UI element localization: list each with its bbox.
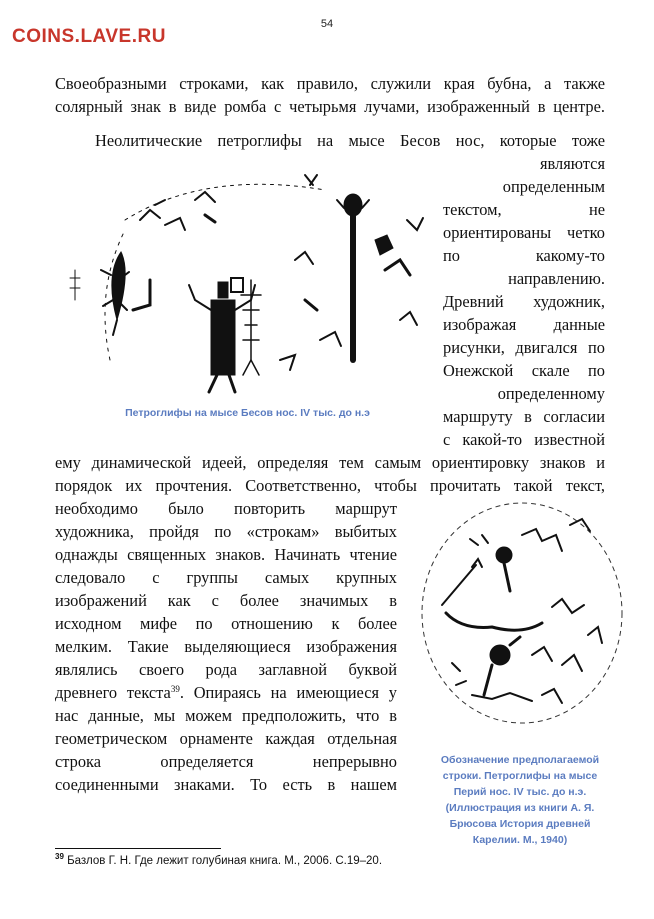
footnote-mark: 39 [55,852,64,861]
text-line: направлению. [508,269,605,288]
text-line: геометрическом орнаменте каждая отдельная [55,729,397,748]
text-line: Неолитические петроглифы на мысе Бесов нос, которые тоже [95,131,605,150]
footnote-ref[interactable]: 39 [170,684,180,694]
figure-caption-line: Обозначение предполагаемой [440,754,600,766]
text-line: соединенными знаками. То есть в нашем [55,775,397,794]
text-line: Своеобразными строками, как правило, служили края бубна, а также [55,74,605,93]
text-line: строка определяется непрерывно [55,752,397,771]
page-number: 54 [320,18,334,30]
footnote [55,853,382,869]
text-fragment: . Опираясь на имеющиеся у [179,683,397,702]
text-line: маршруту в согласии [443,407,605,426]
watermark: COINS.LAVE.RU [12,26,166,47]
text-line: художника, пройдя по «строкам» выбитых [55,522,397,541]
text-line: изображая данные [443,315,605,334]
text-line: исходном мифе по отношению к более [55,614,397,633]
text-line [55,682,397,704]
text-line: рисунки, двигался по [443,338,605,357]
text-line: изображений как с более значимых в [55,591,397,610]
text-line: Древний художник, [443,292,605,311]
footnote-text: Базлов Г. Н. Где лежит голубиная книга. М., 2006. С.19–20. [63,855,383,867]
text-line: определенным [502,177,605,196]
text-line: нас данные, мы можем предположить, что в [55,706,397,725]
figure-caption-line: Карелии. М., 1940) [472,834,568,846]
figure-caption: Петроглифы на мысе Бесов нос. IV тыс. до н.э [125,407,370,419]
text-line: ориентированы четко [443,223,605,242]
text-line: Онежской скале по [443,361,605,380]
text-line: определенному [497,384,605,403]
figure-caption-line: (Иллюстрация из книги А. Я. [445,802,595,814]
figure-caption-line: строки. Петроглифы на мысе [442,770,598,782]
text-line: следовало с группы самых крупных [55,568,397,587]
footnote-divider [55,848,221,849]
text-line: однажды священных знаков. Начинать чтение [55,545,397,564]
text-line: являются [540,154,605,173]
figure-caption-line: Брюсова История древней [449,818,591,830]
text-line: с какой-то известной [443,430,605,449]
text-line: солярный знак в виде ромба с четырьмя лучами, изображенный в центре. [55,97,605,116]
text-line: текстом, не [443,200,605,219]
petroglyph-figure-peri-nos [412,495,627,730]
text-fragment: древнего текста [55,683,171,702]
text-line: по какому-то [443,246,605,265]
figure-caption-line: Перий нос. IV тыс. до н.э. [453,786,587,798]
text-line: порядок их прочтения. Соответственно, чтобы прочитать такой текст, [55,476,605,495]
text-line: являлись своего рода заглавной буквой [55,660,397,679]
text-line: ему динамической идеей, определяя тем самым ориентировку знаков и [55,453,605,472]
text-line: необходимо было повторить маршрут [55,499,397,518]
petroglyph-figure-besov-nos [55,160,440,400]
text-line: мелким. Такие выделяющиеся изображения [55,637,397,656]
